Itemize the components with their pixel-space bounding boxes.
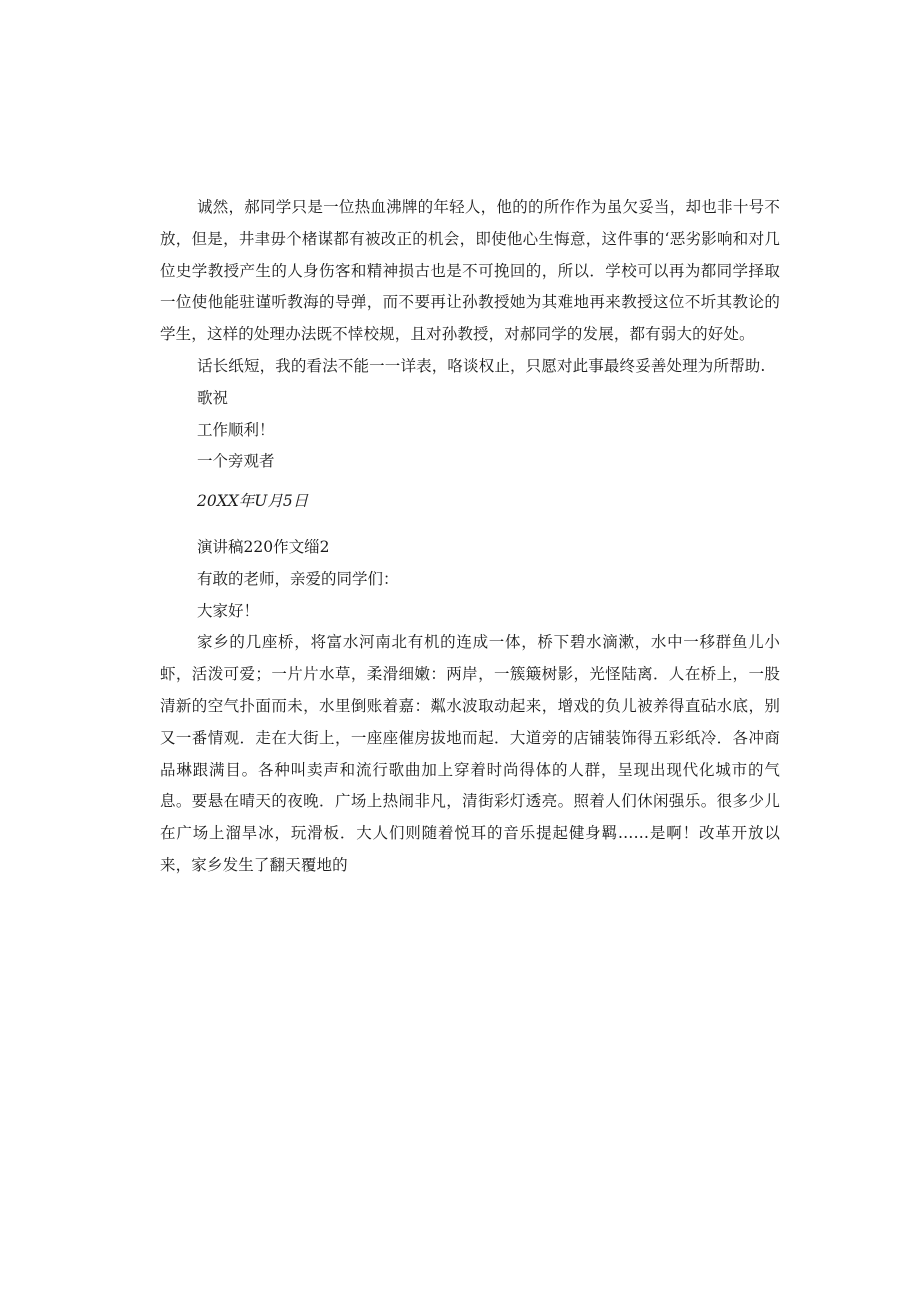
speech-body: 家乡的几座桥，将富水河南北有机的连成一体，桥下碧水滴漱，水中一移群鱼儿小虾，活泼可爱；一片片水草，柔滑细嫩：两岸，一簇簸树影，光怪陆离．人在桥上，一股清新的空气扑面而未，水里倒账着嘉：粼水波取动起来，增戏的负儿被养得直砧水底，别又一番情观．走在大街上，一座座催房拔地而起．大道旁的店铺装饰得五彩纸冷．各冲商品琳跟满目。各种叫卖声和流行歌曲加上穿着时尚得体的人群，呈现出现代化城市的气息。要悬在晴天的夜晚．广场上热闹非凡，清街彩灯透亮。照着人们休闲强乐。很多少儿在广场上溜旱冰，玩滑板．大人们则随着悦耳的音乐提起健身羁……是啊！改革开放以来，家乡发生了翻天覆地的 — [160, 633, 780, 874]
letter-date: 20XX年U月5日 — [197, 492, 309, 511]
letter-paragraph-1: 诚然，郝同学只是一位热血沸牌的年轻人，他的的所作作为虽欠妥当，却也非十号不放，但是，井聿毋个楮谋都有被改正的机会，即使他心生悔意，这件事的‘恶劣影响和对几位史学教授产生的人身伤客和精神损古也是不可挽回的，所以．学校可以再为都同学择取一位使他能驻谨听教海的导弹，而不要再让孙教授她为其难地再来教授这位不圻其教论的学生，这样的处理办法既不悻校规，且对孙教授，对郝同学的发展，都有弱大的好处。 — [160, 198, 780, 344]
speech-salutation: 有敢的老师，亲爱的同学们： — [197, 569, 399, 588]
section-gap — [160, 518, 780, 532]
letter-paragraph-2: 话长纸短，我的看法不能一一详表，咯谈权止，只愿对此事最终妥善处理为所帮助. — [197, 356, 766, 375]
document-body — [160, 192, 780, 882]
speech-greeting: 大家好！ — [197, 601, 260, 620]
letter-signature: 一个旁观者 — [197, 452, 275, 471]
letter-closing: 歌祝 — [197, 388, 229, 407]
speech-title: 演讲稿220作文缁2 — [197, 537, 330, 556]
letter-wish: 工作顺利！ — [197, 420, 275, 439]
